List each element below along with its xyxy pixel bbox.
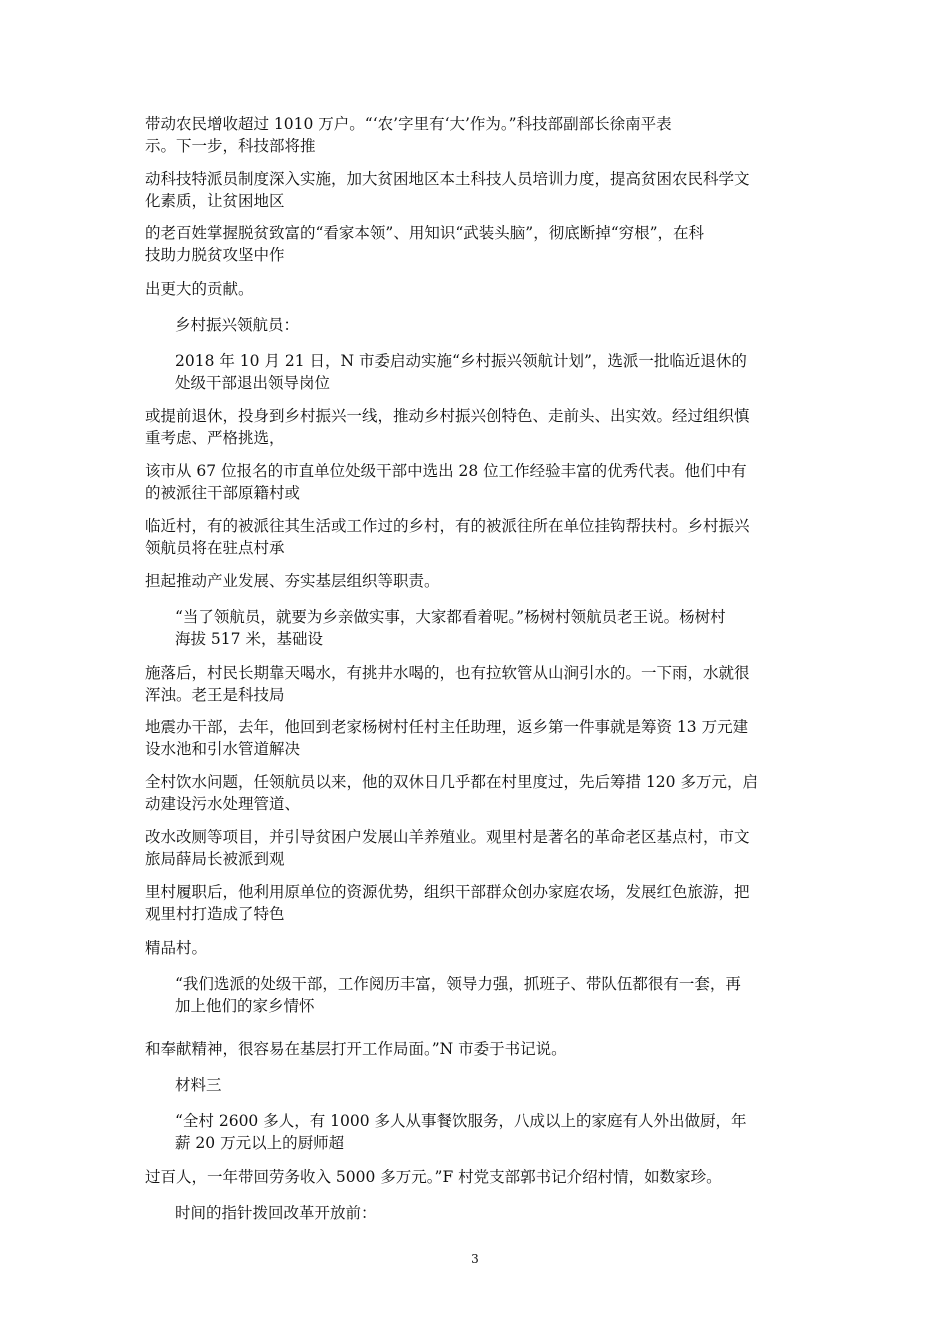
text-line: 乡村振兴领航员： — [175, 316, 300, 334]
text-line: 过百人，一年带回劳务收入 5000 多万元。”F 村党支部郭书记介绍村情，如数家珍。 — [145, 1168, 722, 1186]
text-line: 旅局薛局长被派到观 — [145, 850, 285, 868]
paragraph — [145, 113, 672, 157]
text-line: 动科技特派员制度深入实施，加大贫困地区本土科技人员培训力度，提高贫困农民科学文 — [145, 170, 750, 188]
text-line: 薪 20 万元以上的厨师超 — [175, 1134, 345, 1152]
text-line: 重考虑、严格挑选， — [145, 429, 285, 447]
text-line: 浑浊。老王是科技局 — [145, 686, 285, 704]
paragraph — [145, 222, 704, 266]
text-line: 加上他们的家乡情怀 — [175, 997, 315, 1015]
paragraph — [145, 771, 758, 815]
text-line: 2018 年 10 月 21 日，N 市委启动实施“乡村振兴领航计划”，选派一批临近退休的 — [175, 352, 747, 370]
paragraph — [145, 662, 750, 706]
text-line: 该市从 67 位报名的市直单位处级干部中选出 28 位工作经验丰富的优秀代表。他们中有 — [145, 462, 747, 480]
text-line: 施落后，村民长期靠天喝水，有挑井水喝的，也有拉软管从山涧引水的。一下雨，水就很 — [145, 664, 750, 682]
paragraph — [145, 168, 750, 212]
text-line: 担起推动产业发展、夯实基层组织等职责。 — [145, 572, 440, 590]
text-line: 技助力脱贫攻坚中作 — [145, 246, 285, 264]
text-line: 材料三 — [175, 1076, 222, 1094]
page-number: 3 — [471, 1252, 479, 1266]
text-line: 化素质，让贫困地区 — [145, 192, 285, 210]
text-line: 或提前退休，投身到乡村振兴一线，推动乡村振兴创特色、走前头、出实效。经过组织慎 — [145, 407, 750, 425]
paragraph — [175, 973, 741, 1017]
text-line: 改水改厕等项目，并引导贫困户发展山羊养殖业。观里村是著名的革命老区基点村，市文 — [145, 828, 750, 846]
text-line: 领航员将在驻点村承 — [145, 539, 285, 557]
text-line: 观里村打造成了特色 — [145, 905, 285, 923]
paragraph — [145, 460, 747, 504]
text-line: 动建设污水处理管道、 — [145, 795, 301, 813]
paragraph — [145, 515, 750, 559]
paragraph — [145, 405, 750, 449]
paragraph — [145, 881, 750, 925]
text-line: “当了领航员，就要为乡亲做实事，大家都看着呢。”杨树村领航员老王说。杨树村 — [175, 608, 726, 626]
text-line: 示。下一步，科技部将推 — [145, 137, 316, 155]
paragraph — [145, 278, 254, 300]
text-line: 处级干部退出领导岗位 — [175, 374, 331, 392]
text-line: 时间的指针拨回改革开放前： — [175, 1204, 377, 1222]
text-line: 的被派往干部原籍村或 — [145, 484, 301, 502]
text-line: 出更大的贡献。 — [145, 280, 254, 298]
paragraph — [145, 1166, 722, 1188]
text-line: 海拔 517 米，基础设 — [175, 630, 323, 648]
paragraph — [145, 937, 207, 959]
text-line: 的老百姓掌握脱贫致富的“看家本领”、用知识“武装头脑”，彻底断掉“穷根”，在科 — [145, 224, 705, 242]
text-line: “全村 2600 多人，有 1000 多人从事餐饮服务，八成以上的家庭有人外出做厨，年 — [175, 1112, 747, 1130]
paragraph — [175, 350, 747, 394]
paragraph — [175, 1202, 377, 1224]
text-line: 临近村，有的被派往其生活或工作过的乡村，有的被派往所在单位挂钩帮扶村。乡村振兴 — [145, 517, 750, 535]
text-line: 带动农民增收超过 1010 万户。“‘农’字里有‘大’作为。”科技部副部长徐南平表 — [145, 115, 672, 133]
text-line: 设水池和引水管道解决 — [145, 740, 301, 758]
paragraph — [145, 716, 748, 760]
section-heading — [175, 314, 299, 336]
paragraph — [175, 606, 726, 650]
text-line: 里村履职后，他利用原单位的资源优势，组织干部群众创办家庭农场，发展红色旅游，把 — [145, 883, 750, 901]
text-line: 全村饮水问题，任领航员以来，他的双休日几乎都在村里度过，先后筹措 120 多万元，启 — [145, 773, 758, 791]
text-line: 精品村。 — [145, 939, 208, 957]
section-heading — [175, 1074, 222, 1096]
text-line: “我们选派的处级干部，工作阅历丰富，领导力强，抓班子、带队伍都很有一套，再 — [175, 975, 741, 993]
text-line: 地震办干部，去年，他回到老家杨树村任村主任助理，返乡第一件事就是筹资 13 万元建 — [145, 718, 749, 736]
text-line: 和奉献精神，很容易在基层打开工作局面。”N 市委于书记说。 — [145, 1040, 567, 1058]
paragraph — [145, 570, 440, 592]
paragraph — [175, 1110, 747, 1154]
paragraph — [145, 1038, 567, 1060]
paragraph — [145, 826, 750, 870]
